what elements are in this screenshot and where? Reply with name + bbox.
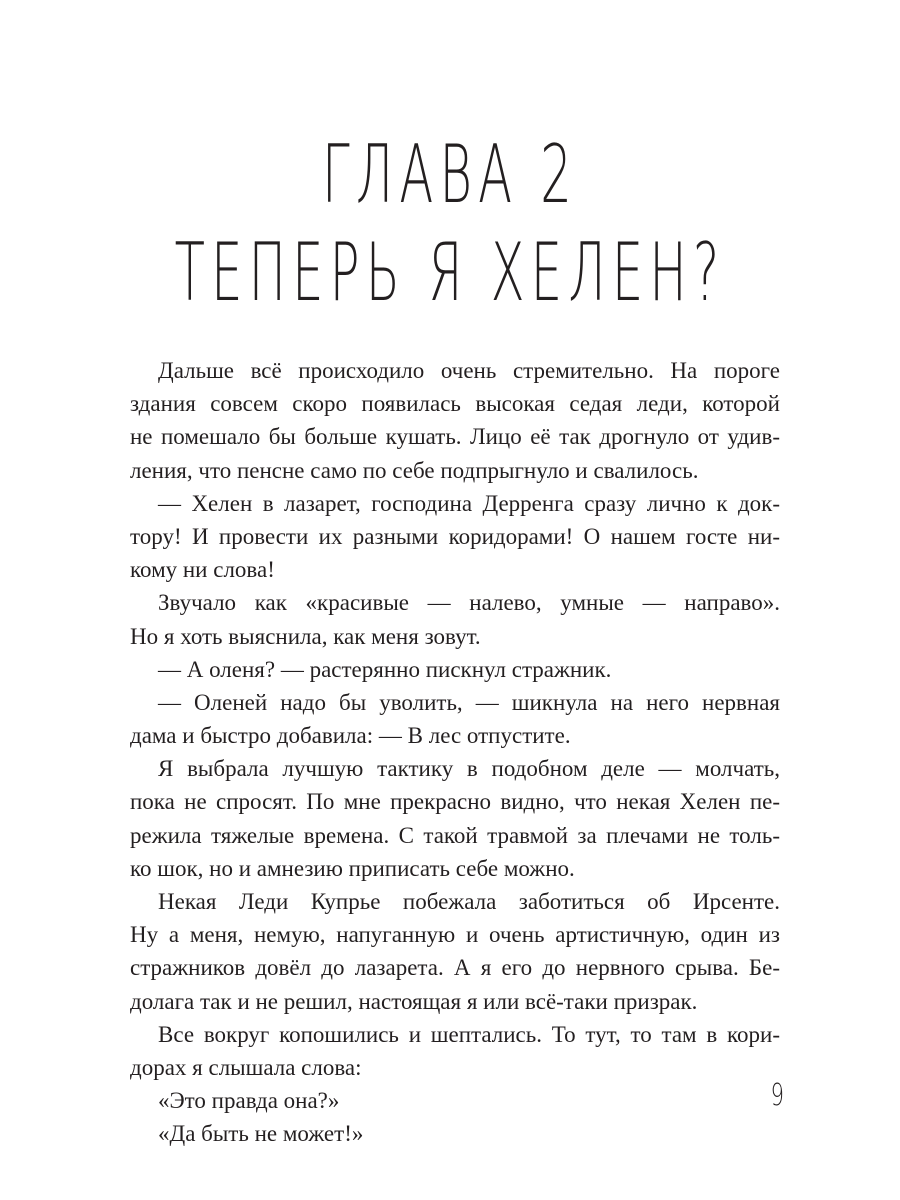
text-line: Я выбрала лучшую тактику в подобном деле — молчать, [158, 756, 780, 782]
body-text [130, 354, 780, 1151]
text-line: «Это правда она?» [158, 1088, 340, 1114]
text-line: тору! И провести их разными коридорами! О нашем госте ни- [130, 523, 780, 549]
text-line: Но я хоть выяснила, как меня зовут. [130, 623, 481, 649]
page-number: 9 [770, 1078, 784, 1113]
text-line: Некая Леди Купрье побежала заботиться об Ирсенте. [158, 889, 780, 914]
text-line: — Хелен в лазарет, господина Дерренга сразу лично к док- [158, 490, 780, 516]
chapter-number: ГЛАВА 2 [321, 128, 578, 221]
text-line: ко шок, но и амнезию приписать себе можно. [130, 855, 575, 881]
chapter-title: ТЕПЕРЬ Я ХЕЛЕН? [174, 226, 726, 319]
text-line: Дальше всё происходило очень стремительно. На пороге [158, 358, 780, 383]
text-line: стражников довёл до лазарета. А я его до нервного срыва. Бе- [130, 955, 780, 981]
text-line: режила тяжелые времена. С такой травмой за плечами не толь- [130, 822, 780, 848]
text-line: дама и быстро добавила: — В лес отпустите. [130, 723, 571, 749]
text-line: кому ни слова! [130, 557, 275, 583]
text-line: ления, что пенсне само по себе подпрыгнуло и свалилось. [130, 457, 699, 483]
text-line: Ну а меня, немую, напуганную и очень артистичную, один из [130, 922, 780, 948]
text-line: Звучало как «красивые — налево, умные — направо». [158, 590, 780, 616]
text-line: дорах я слышала слова: [130, 1054, 362, 1080]
text-line: — Оленей надо бы уволить, — шикнула на него нервная [158, 689, 780, 715]
text-line: пока не спросят. По мне прекрасно видно, что некая Хелен пе- [130, 789, 780, 815]
text-line: не помешало бы больше кушать. Лицо её так дрогнуло от удив- [130, 424, 780, 450]
text-line: Все вокруг копошились и шептались. То тут, то там в кори- [158, 1021, 780, 1047]
text-line: «Да быть не может!» [158, 1121, 364, 1147]
text-line: здания совсем скоро появилась высокая седая леди, которой [130, 391, 780, 417]
text-line: — А оленя? — растерянно пискнул стражник. [158, 656, 612, 682]
text-line: долага так и не решил, настоящая я или всё-таки призрак. [130, 988, 698, 1014]
